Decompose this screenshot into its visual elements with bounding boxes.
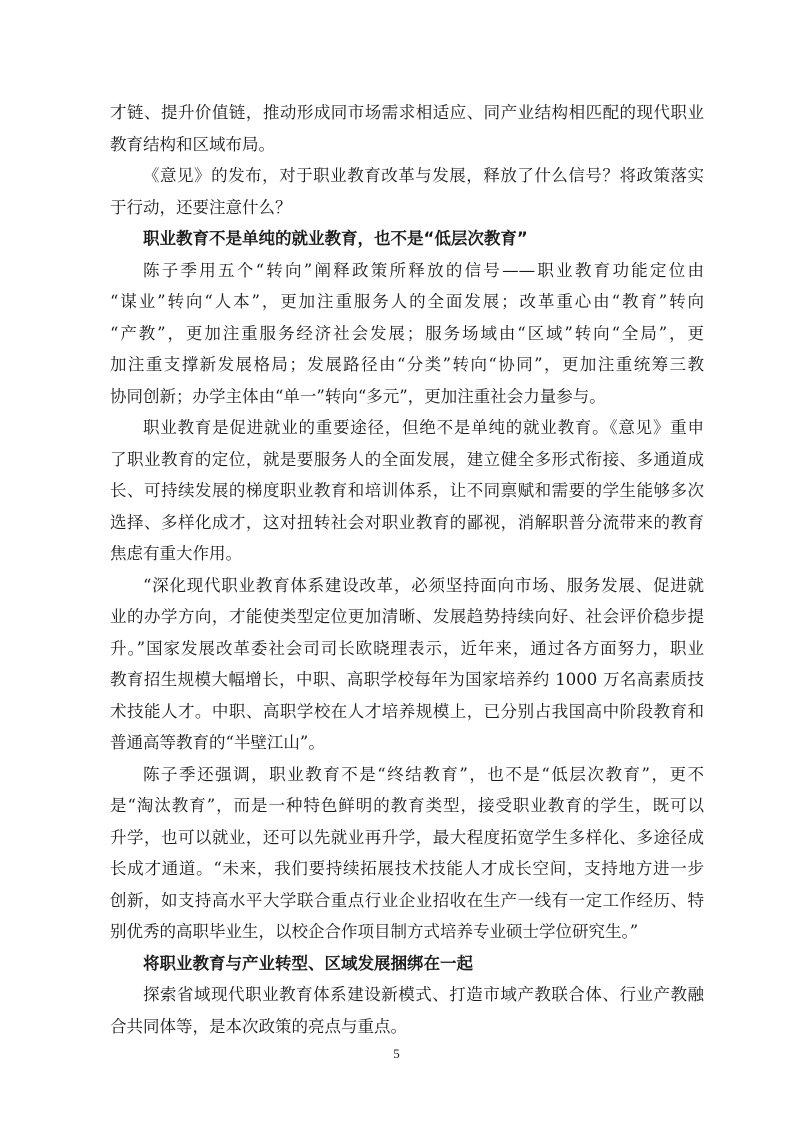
paragraph-line: 了职业教育的定位，就是要服务人的全面发展，建立健全多形式衔接、多通道成 — [110, 449, 704, 469]
paragraph-line: 职业教育是促进就业的重要途径，但绝不是单纯的就业教育。《意见》重申 — [143, 418, 704, 437]
paragraph-line: “深化现代职业教育体系建设改革，必须坚持面向市场、服务发展、促进就 — [143, 575, 704, 595]
section-heading: 将职业教育与产业转型、区域发展捆绑在一起 — [143, 953, 473, 973]
paragraph-line: 才链、提升价值链，推动形成同市场需求相适应、同产业结构相匹配的现代职业 — [110, 103, 704, 122]
paragraph-line: 长、可持续发展的梯度职业教育和培训体系，让不同禀赋和需要的学生能够多次 — [110, 481, 704, 500]
paragraph-line: 别优秀的高职毕业生，以校企合作项目制方式培养专业硕士学位研究生。” — [110, 922, 639, 941]
paragraph-line: 教育结构和区域布局。 — [110, 134, 275, 154]
paragraph-line: 选择、多样化成才，这对扭转社会对职业教育的鄙视，消解职普分流带来的教育 — [110, 512, 704, 532]
paragraph-line: 升学，也可以就业，还可以先就业再升学，最大程度拓宽学生多样化、多途径成 — [110, 827, 704, 847]
paragraph-line: 业的办学方向，才能使类型定位更加清晰、发展趋势持续向好、社会评价稳步提 — [110, 607, 704, 626]
paragraph-line: 合共同体等，是本次政策的亮点与重点。 — [110, 1016, 407, 1036]
paragraph-line: 焦虑有重大作用。 — [110, 544, 242, 563]
paragraph-line: 普通高等教育的“半壁江山”。 — [110, 733, 325, 752]
paragraph-line: 探索省域现代职业教育体系建设新模式、打造市域产教联合体、行业产教融 — [143, 985, 704, 1004]
paragraph-line: 教育招生规模大幅增长，中职、高职学校每年为国家培养约 1000 万名高素质技 — [110, 670, 704, 689]
paragraph-line: 陈子季用五个“转向”阐释政策所释放的信号——职业教育功能定位由 — [143, 260, 704, 280]
paragraph-line: 协同创新；办学主体由“单一”转向“多元”，更加注重社会力量参与。 — [110, 386, 606, 406]
document-body — [110, 97, 704, 1042]
paragraph-line: 是“淘汰教育”，而是一种特色鲜明的教育类型，接受职业教育的学生，既可以 — [110, 796, 704, 815]
section-heading: 职业教育不是单纯的就业教育，也不是“低层次教育” — [143, 229, 528, 248]
paragraph-line: “产教”，更加注重服务经济社会发展；服务场域由“区域”转向“全局”，更 — [110, 323, 704, 343]
paragraph-line: 升。”国家发展改革委社会司司长欧晓理表示，近年来，通过各方面努力，职业 — [110, 638, 704, 658]
paragraph-line: 加注重支撑新发展格局；发展路径由“分类”转向“协同”，更加注重统筹三教 — [110, 355, 704, 374]
paragraph-line: 于行动，还要注意什么？ — [110, 197, 292, 217]
paragraph-line: 术技能人才。中职、高职学校在人才培养规模上，已分别占我国高中阶段教育和 — [110, 701, 704, 721]
page-number: 5 — [393, 1046, 400, 1061]
paragraph-line: “谋业”转向“人本”，更加注重服务人的全面发展；改革重心由“教育”转向 — [110, 292, 704, 311]
paragraph-line: 创新，如支持高水平大学联合重点行业企业招收在生产一线有一定工作经历、特 — [110, 890, 704, 910]
paragraph-line: 长成才通道。“未来，我们要持续拓展技术技能人才成长空间，支持地方进一步 — [110, 859, 704, 878]
paragraph-line: 《意见》的发布，对于职业教育改革与发展，释放了什么信号？将政策落实 — [143, 166, 704, 185]
paragraph-line: 陈子季还强调，职业教育不是“终结教育”，也不是“低层次教育”，更不 — [143, 764, 704, 784]
